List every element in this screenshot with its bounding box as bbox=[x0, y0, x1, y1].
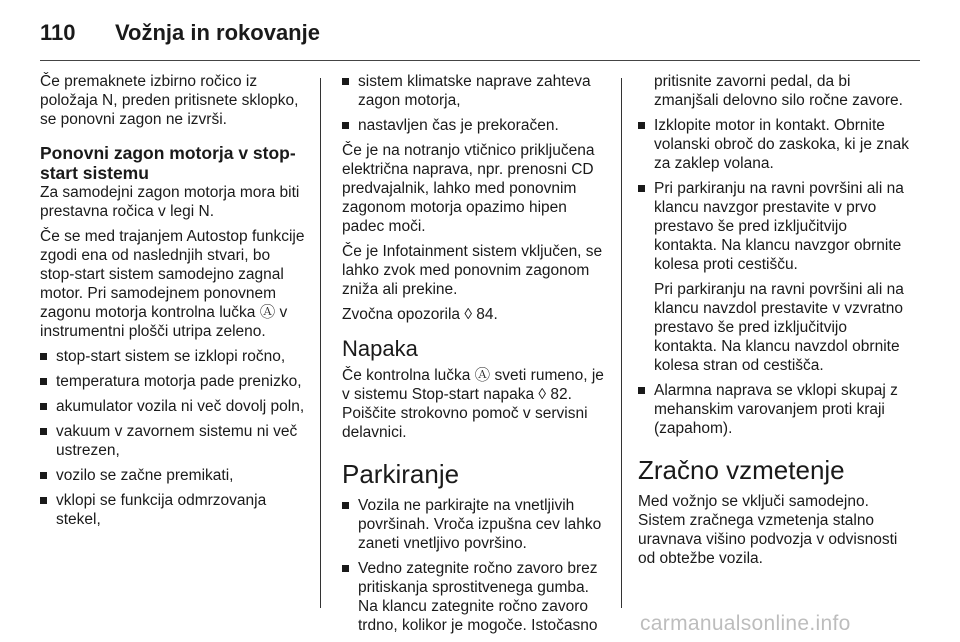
fault-heading: Napaka bbox=[342, 336, 418, 361]
intro-paragraph: Če premaknete izbirno ročico iz položaja N, preden pritisnete sklopko, se ponovni zagon ne izvrši. bbox=[40, 73, 299, 128]
bullet-icon bbox=[342, 565, 349, 572]
list-item-text: Vedno zategnite ročno zavoro brez pritiskanja sprostitvenega gumba. Na klancu zategnite ročno zavoro trdno, kolikor je mogoče. Istočasno bbox=[358, 560, 598, 634]
list-item bbox=[342, 116, 608, 135]
column-divider bbox=[621, 78, 622, 608]
bullet-icon bbox=[342, 502, 349, 509]
list-item bbox=[342, 72, 608, 110]
page-number: 110 bbox=[40, 20, 76, 45]
list-item bbox=[40, 372, 306, 391]
bullet-icon bbox=[40, 378, 47, 385]
infotainment-paragraph: Če je Infotainment sistem vključen, se lahko zvok med ponovnim zagonom zniža ali prekine. bbox=[342, 243, 603, 298]
list-item-text: vklopi se funkcija odmrzovanja stekel, bbox=[56, 492, 267, 528]
list-item-text: temperatura motorja pade prenizko, bbox=[56, 373, 302, 390]
list-item-text: akumulator vozila ni več dovolj poln, bbox=[56, 398, 305, 415]
header-rule bbox=[40, 60, 920, 61]
bullet-icon bbox=[342, 78, 349, 85]
column-1 bbox=[40, 72, 306, 535]
bullet-icon bbox=[342, 122, 349, 129]
bullet-icon bbox=[638, 387, 645, 394]
list-item bbox=[40, 397, 306, 416]
bullet-icon bbox=[40, 403, 47, 410]
list-item-text: nastavljen čas je prekoračen. bbox=[358, 117, 559, 134]
continued-paragraph: pritisnite zavorni pedal, da bi zmanjšali delovno silo ročne zavore. bbox=[654, 73, 903, 109]
list-item-text: vozilo se začne premikati, bbox=[56, 467, 234, 484]
bullet-icon bbox=[638, 122, 645, 129]
list-item bbox=[342, 496, 608, 553]
list-item bbox=[342, 559, 608, 635]
parking-heading: Parkiranje bbox=[342, 459, 460, 489]
air-suspension-paragraph: Med vožnjo se vključi samodejno. Sistem zračnega vzmetenja stalno uravnava višino podvozja v odvisnosti od obtežbe vozila. bbox=[638, 493, 898, 567]
bullet-icon bbox=[40, 497, 47, 504]
list-item-text: Alarmna naprava se vklopi skupaj z mehanskim varovanjem proti kraji (zapahom). bbox=[654, 382, 898, 437]
warning-chimes-paragraph: Zvočna opozorila ◊ 84. bbox=[342, 306, 498, 323]
list-item bbox=[40, 422, 306, 460]
downhill-paragraph: Pri parkiranju na ravni površini ali na klancu navzdol prestavite v vzvratno prestavo še pred izključitvijo kontakta. Na klancu navzdol obrnite kolesa stran od cestišča. bbox=[654, 281, 904, 374]
list-item bbox=[40, 491, 306, 529]
list-item-text: vakuum v zavornem sistemu ni več ustrezen, bbox=[56, 423, 298, 459]
bullet-icon bbox=[40, 428, 47, 435]
bullet-icon bbox=[40, 353, 47, 360]
bullet-icon bbox=[40, 472, 47, 479]
watermark: carmanualsonline.info bbox=[640, 612, 851, 635]
list-item bbox=[40, 347, 306, 366]
list-item-text: Izklopite motor in kontakt. Obrnite volanski obroč do zaskoka, ki je znak za zaklep volana. bbox=[654, 117, 910, 172]
list-item-text: Vozila ne parkirajte na vnetljivih površinah. Vroča izpušna cev lahko zaneti vnetljivo površino. bbox=[358, 497, 602, 552]
column-2 bbox=[342, 72, 608, 641]
list-item-text: stop-start sistem se izklopi ročno, bbox=[56, 348, 286, 365]
list-item-text: sistem klimatske naprave zahteva zagon motorja, bbox=[358, 73, 591, 109]
restart-paragraph-2: Če se med trajanjem Autostop funkcije zgodi ena od naslednjih stvari, bo stop-start sistem samodejno zagnal motor. Pri samodejnem ponovnem zagonu motorja kontrolna lučka Ⓐ v instrumentni plošči utripa zeleno. bbox=[40, 228, 305, 340]
column-3 bbox=[638, 72, 910, 574]
list-item bbox=[638, 179, 910, 274]
list-item bbox=[638, 381, 910, 438]
column-divider bbox=[320, 78, 321, 608]
fault-paragraph: Če kontrolna lučka Ⓐ sveti rumeno, je v sistemu Stop-start napaka ◊ 82. Poiščite strokovno pomoč v servisni delavnici. bbox=[342, 367, 604, 441]
bullet-icon bbox=[638, 185, 645, 192]
restart-paragraph-1: Za samodejni zagon motorja mora biti prestavna ročica v legi N. bbox=[40, 184, 300, 220]
chapter-title: Vožnja in rokovanje bbox=[115, 20, 320, 45]
page-header bbox=[40, 18, 320, 48]
power-outlet-paragraph: Če je na notranjo vtičnico priključena električna naprava, npr. prenosni CD predvajalnik, lahko med ponovnim zagonom motorja opazimo hipen padec moči. bbox=[342, 142, 595, 235]
list-item-text: Pri parkiranju na ravni površini ali na klancu navzgor prestavite v prvo prestavo še pred izključitvijo kontakta. Na klancu navzgor obrnite kolesa proti cestišču. bbox=[654, 180, 904, 273]
restart-heading: Ponovni zagon motorja v stop-start sistemu bbox=[40, 143, 296, 183]
air-suspension-heading: Zračno vzmetenje bbox=[638, 455, 845, 485]
list-item bbox=[638, 116, 910, 173]
list-item bbox=[40, 466, 306, 485]
